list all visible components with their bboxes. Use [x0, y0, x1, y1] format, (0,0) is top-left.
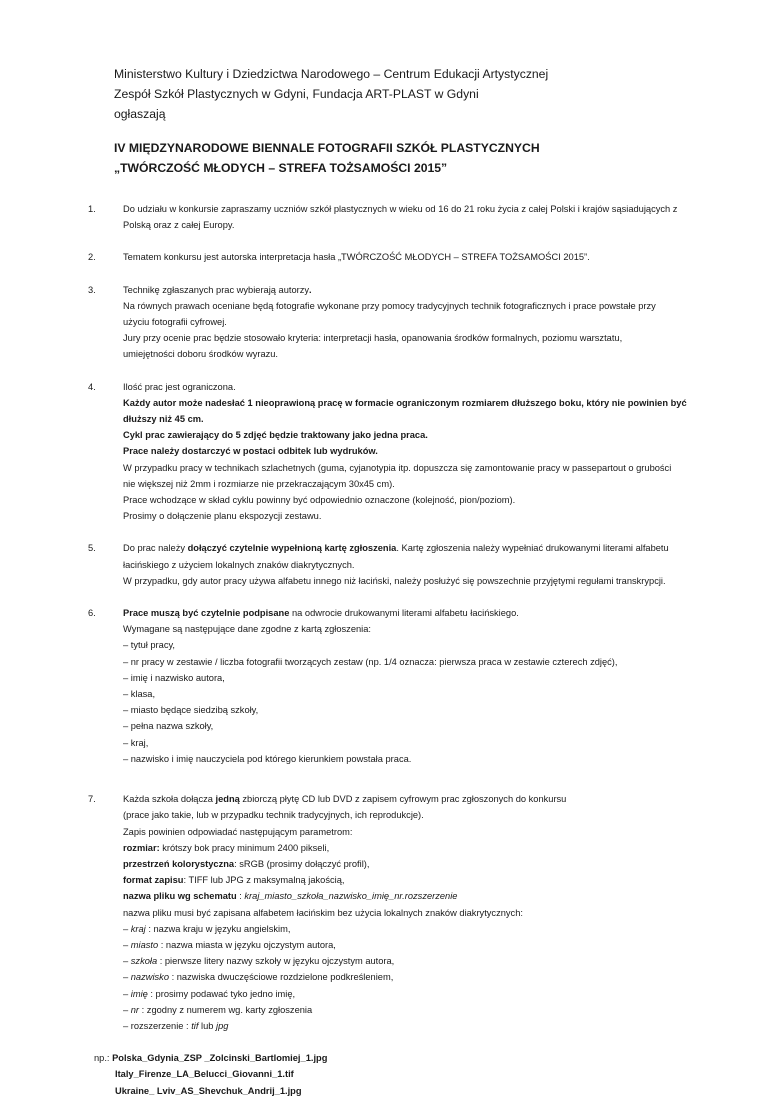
text-run: –	[123, 988, 131, 999]
text-run: –	[123, 939, 131, 950]
text-run: lub	[198, 1020, 217, 1031]
text-line: użyciu fotografii cyfrowej.	[123, 317, 227, 328]
text-line	[123, 888, 688, 904]
rule-item-5	[88, 540, 688, 589]
example-filename: Ukraine_ Lviv_AS_Shevchuk_Andrij_1.jpg	[115, 1085, 302, 1096]
text-line: Tematem konkursu jest autorska interpretacja hasła „TWÓRCZOŚĆ MŁODYCH – STREFA TOŻSAMOŚCI 2015”.	[123, 252, 590, 263]
text-line: Każdy autor może nadesłać 1 nieoprawioną pracę w formacie ograniczonym rozmiarem dłuższego boku, który nie powinien być	[123, 397, 687, 408]
item-number: 5.	[88, 543, 96, 554]
list-line: – pełna nazwa szkoły,	[123, 721, 214, 732]
text-run: .	[309, 284, 312, 295]
filename-examples	[94, 1050, 688, 1099]
text-run: krótszy bok pracy minimum 2400 pikseli,	[159, 842, 330, 853]
text-line: Ilość prac jest ograniczona.	[123, 381, 236, 392]
text-line	[123, 856, 688, 872]
text-run: : prosimy podawać tyko jedno imię,	[147, 988, 296, 999]
list-line: – tytuł pracy,	[123, 640, 176, 651]
intro-block	[114, 64, 548, 124]
item-number: 7.	[88, 794, 96, 805]
intro-line: Zespół Szkół Plastycznych w Gdyni, Fundacja ART-PLAST w Gdyni	[114, 87, 479, 101]
list-line	[123, 937, 688, 953]
text-line: Na równych prawach oceniane będą fotografie wykonane przy pomocy tradycyjnych technik fotograficznych i prace powstałe przy	[123, 300, 656, 311]
text-line	[123, 872, 688, 888]
text-line: Prace wchodzące w skład cyklu powinny być odpowiednio oznaczone (kolejność, pion/poziom).	[123, 495, 516, 506]
title-line: „TWÓRCZOŚĆ MŁODYCH – STREFA TOŻSAMOŚCI 2015”	[114, 161, 448, 175]
text-run: : nazwa miasta w języku ojczystym autora,	[158, 939, 336, 950]
text-run: Prace muszą być czytelnie podpisane	[123, 608, 290, 619]
list-line	[123, 1018, 688, 1034]
text-run: . Kartę zgłoszenia należy wypełniać drukowanymi literami alfabetu	[396, 543, 669, 554]
list-line: – kraj,	[123, 737, 149, 748]
text-run: szkoła	[130, 956, 158, 967]
text-line: W przypadku, gdy autor pracy używa alfabetu innego niż łaciński, należy posłużyć się powszechnie przyjętymi regułami transkrypcji.	[123, 575, 666, 586]
rule-item-3	[88, 282, 688, 363]
text-line: Do udziału w konkursie zapraszamy uczniów szkół plastycznych w wieku od 16 do 21 roku życia z całej Polski i krajów sąsiadujących z	[123, 204, 678, 214]
document-title	[114, 138, 540, 178]
text-line	[123, 282, 688, 298]
item-number: 1.	[88, 204, 96, 214]
list-line: – miasto będące siedzibą szkoły,	[123, 705, 259, 716]
list-line: – klasa,	[123, 689, 156, 700]
intro-line: ogłaszają	[114, 107, 166, 121]
title-line: IV MIĘDZYNARODOWE BIENNALE FOTOGRAFII SZKÓŁ PLASTYCZNYCH	[114, 141, 540, 155]
rules-list	[88, 201, 688, 1099]
text-line: Zapis powinien odpowiadać następującym parametrom:	[123, 826, 353, 837]
example-line	[94, 1050, 688, 1066]
item-number: 4.	[88, 381, 96, 392]
text-run: dołączyć czytelnie wypełnioną kartę zgłoszenia	[187, 543, 397, 554]
text-run: miasto	[130, 939, 159, 950]
text-line: Cykl prac zawierający do 5 zdjęć będzie traktowany jako jedna praca.	[123, 430, 428, 441]
text-line: Polską oraz z całej Europy.	[123, 220, 235, 231]
text-line: umiejętności doboru środków wyrazu.	[123, 349, 279, 360]
text-run: : nazwiska dwuczęściowe rozdzielone podkreśleniem,	[169, 972, 394, 983]
item-number: 6.	[88, 608, 96, 619]
text-run: nazwisko	[130, 972, 170, 983]
example-filename: Italy_Firenze_LA_Belucci_Giovanni_1.tif	[115, 1069, 294, 1080]
text-run: kraj	[130, 923, 146, 934]
text-run: Do prac należy	[123, 543, 188, 554]
text-line	[123, 605, 688, 621]
list-line: – nr pracy w zestawie / liczba fotografii tworzących zestaw (np. 1/4 oznacza: pierwsza praca w zestawie czterech zdjęć),	[123, 656, 618, 667]
text-line: dłuższy niż 45 cm.	[123, 414, 204, 425]
list-line	[123, 921, 688, 937]
example-prefix: np.:	[94, 1053, 113, 1064]
text-line: nazwa pliku musi być zapisana alfabetem łacińskim bez użycia lokalnych znaków diakrytycznych:	[123, 907, 523, 918]
text-line	[123, 791, 688, 807]
text-run: Technikę zgłaszanych prac wybierają autorzy	[123, 284, 310, 295]
text-run: –	[123, 1004, 131, 1015]
text-line: Prosimy o dołączenie planu ekspozycji zestawu.	[123, 511, 322, 522]
text-run: –	[123, 972, 131, 983]
text-run: zbiorczą płytę CD lub DVD z zapisem cyfrowym prac zgłoszonych do konkursu	[239, 794, 567, 805]
text-run: format zapisu	[123, 875, 184, 886]
text-run: rozmiar:	[123, 842, 160, 853]
text-line: (prace jako takie, lub w przypadku technik tradycyjnych, ich reprodukcje).	[123, 810, 424, 821]
text-run: –	[123, 956, 131, 967]
list-line: – imię i nazwisko autora,	[123, 672, 225, 683]
list-line	[123, 1002, 688, 1018]
text-line: łacińskiego z użyciem lokalnych znaków diakrytycznych.	[123, 559, 355, 570]
text-run: : zgodny z numerem wg. karty zgłoszenia	[139, 1004, 313, 1015]
list-line	[123, 969, 688, 985]
item-number: 2.	[88, 252, 96, 263]
text-run: jpg	[216, 1020, 229, 1031]
text-line: Jury przy ocenie prac będzie stosowało kryteria: interpretacji hasła, opanowania środków formalnych, poziomu warsztatu,	[123, 333, 623, 344]
text-run: : sRGB (prosimy dołączyć profil),	[234, 858, 370, 869]
text-run: –	[123, 923, 131, 934]
text-line: W przypadku pracy w technikach szlachetnych (guma, cyjanotypia itp. dopuszcza się zamontowanie pracy w passepartout o grubości	[123, 462, 672, 473]
text-run: – rozszerzenie :	[123, 1020, 192, 1031]
text-line	[123, 840, 688, 856]
item-number: 3.	[88, 284, 96, 295]
list-line	[123, 953, 688, 969]
text-run: imię	[130, 988, 148, 999]
text-line: Wymagane są następujące dane zgodne z kartą zgłoszenia:	[123, 624, 371, 635]
text-line	[123, 540, 688, 556]
rule-item-6	[88, 605, 688, 767]
rule-item-1	[88, 201, 688, 233]
text-run: : TIFF lub JPG z maksymalną jakością,	[183, 875, 345, 886]
text-run: nr	[130, 1004, 140, 1015]
example-filename: Polska_Gdynia_ZSP _Zolcinski_Bartlomiej_1.jpg	[112, 1053, 328, 1064]
rule-item-4	[88, 379, 688, 525]
text-run: nazwa pliku wg schematu	[123, 891, 237, 902]
text-run: :	[236, 891, 245, 902]
text-run: na odwrocie drukowanymi literami alfabetu łacińskiego.	[289, 608, 519, 619]
text-run: tif	[191, 1020, 199, 1031]
text-run: kraj_miasto_szkoła_nazwisko_imię_nr.rozszerzenie	[244, 891, 458, 902]
rule-item-7	[88, 791, 688, 1034]
text-run: przestrzeń kolorystyczna	[123, 858, 235, 869]
rule-item-2	[88, 249, 688, 265]
text-run: : pierwsze litery nazwy szkoły w języku ojczystym autora,	[157, 956, 395, 967]
text-run: jedną	[215, 794, 240, 805]
list-line: – nazwisko i imię nauczyciela pod którego kierunkiem powstała praca.	[123, 753, 412, 764]
text-line: Prace należy dostarczyć w postaci odbitek lub wydruków.	[123, 446, 378, 457]
text-run: : nazwa kraju w języku angielskim,	[145, 923, 291, 934]
intro-line: Ministerstwo Kultury i Dziedzictwa Narodowego – Centrum Edukacji Artystycznej	[114, 67, 549, 81]
text-line: nie większej niż 2mm i rozmiarze nie przekraczającym 30x45 cm).	[123, 478, 395, 489]
text-run: Każda szkoła dołącza	[123, 794, 216, 805]
